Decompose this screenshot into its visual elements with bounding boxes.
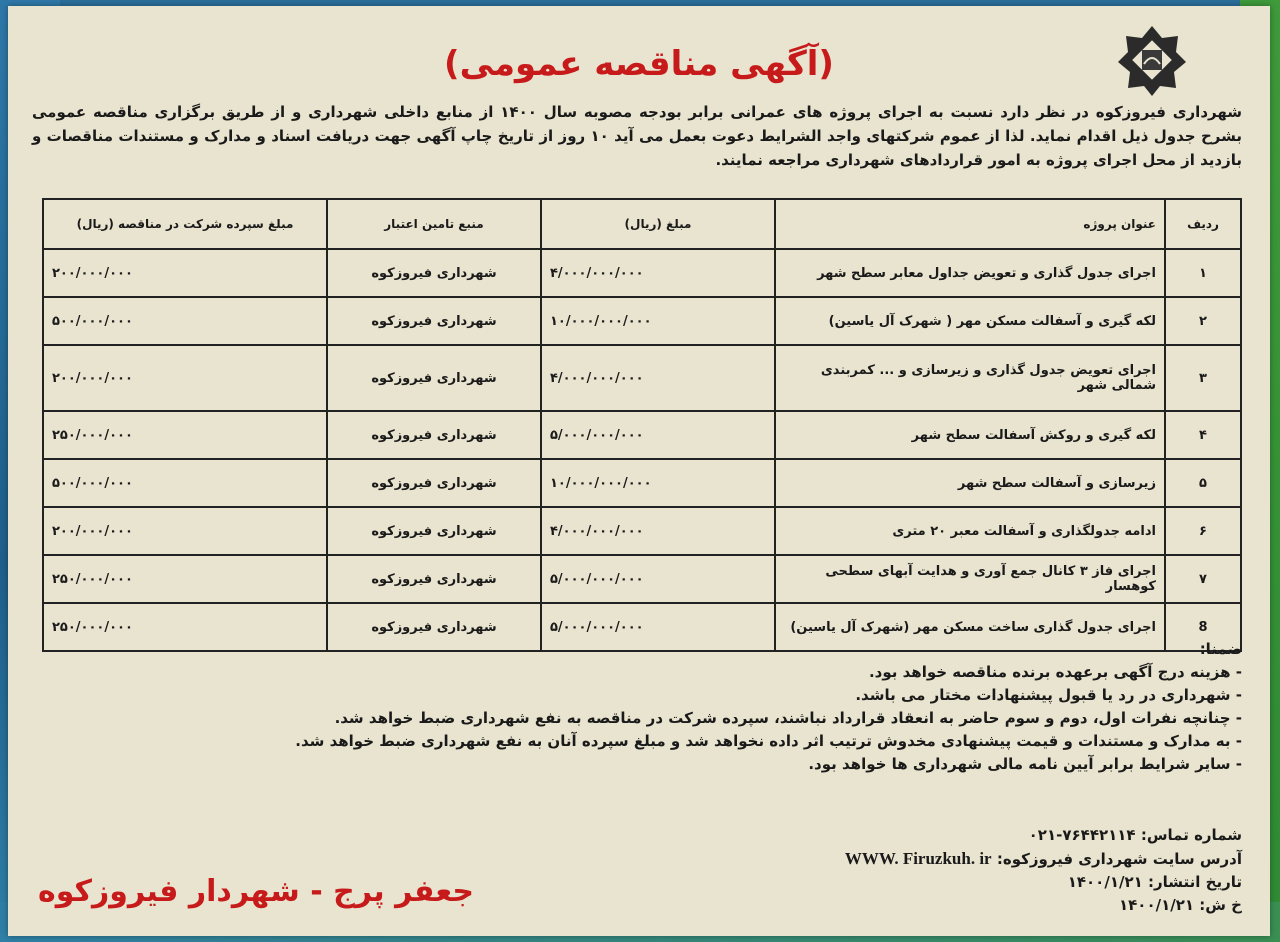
row-number: ۱ xyxy=(1165,249,1241,297)
note-item: - به مدارک و مستندات و قیمت پیشنهادی مخدوش ترتیب اثر داده نخواهد شد و مبلغ سپرده آنان به نفع شهرداری ضبط خواهد شد. xyxy=(295,732,1242,750)
code-line xyxy=(845,894,1242,917)
deposit-amount: ۵۰۰/۰۰۰/۰۰۰ xyxy=(43,459,327,507)
table-row xyxy=(43,555,1241,603)
mayor-signature: جعفر پرج - شهردار فیروزکوه xyxy=(38,874,474,909)
project-amount: ۵/۰۰۰/۰۰۰/۰۰۰ xyxy=(541,603,775,651)
website-label: آدرس سایت شهرداری فیروزکوه: xyxy=(996,850,1242,868)
table-row xyxy=(43,459,1241,507)
funding-source: شهرداری فیروزکوه xyxy=(327,411,541,459)
notice-title: (آگهی مناقصه عمومی) xyxy=(444,44,834,84)
project-title: اجرای جدول گذاری ساخت مسکن مهر (شهرک آل یاسین) xyxy=(775,603,1165,651)
project-amount: ۱۰/۰۰۰/۰۰۰/۰۰۰ xyxy=(541,297,775,345)
project-amount: ۴/۰۰۰/۰۰۰/۰۰۰ xyxy=(541,507,775,555)
project-amount: ۱۰/۰۰۰/۰۰۰/۰۰۰ xyxy=(541,459,775,507)
funding-source: شهرداری فیروزکوه xyxy=(327,507,541,555)
funding-source: شهرداری فیروزکوه xyxy=(327,555,541,603)
funding-source: شهرداری فیروزکوه xyxy=(327,249,541,297)
table-row xyxy=(43,297,1241,345)
project-title: زیرسازی و آسفالت سطح شهر xyxy=(775,459,1165,507)
note-item: - شهرداری در رد یا قبول پیشنهادات مختار می باشد. xyxy=(855,686,1242,704)
project-title: اجرای تعویض جدول گذاری و زیرسازی و ... کمربندی شمالی شهر xyxy=(775,345,1165,411)
phone-line xyxy=(845,824,1242,847)
intro-paragraph: شهرداری فیروزکوه در نظر دارد نسبت به اجرای پروژه های عمرانی برابر بودجه مصوبه سال ۱۴۰۰ از منابع داخلی شهرداری و از طریق برگزاری مناقصه عمومی بشرح جدول ذیل اقدام نماید. لذا از عموم شرکتهای واجد الشرایط دعوت بعمل می آید ۱۰ روز از تاریخ چاپ آگهی جهت دریافت اسناد و مدارک و مستندات مناقصات و بازدید از محل اجرای پروژه به امور قراردادهای شهرداری مراجعه نمایند. xyxy=(32,103,1242,169)
row-number: ۲ xyxy=(1165,297,1241,345)
note-item: - چنانچه نفرات اول، دوم و سوم حاضر به انعقاد قرارداد نباشند، سپرده شرکت در مناقصه به نفع شهرداری ضبط خواهد شد. xyxy=(334,709,1242,727)
table-row xyxy=(43,411,1241,459)
table-row xyxy=(43,507,1241,555)
project-title: لکه گیری و آسفالت مسکن مهر ( شهرک آل یاسین) xyxy=(775,297,1165,345)
project-amount: ۵/۰۰۰/۰۰۰/۰۰۰ xyxy=(541,411,775,459)
project-title: اجرای فاز ۳ کانال جمع آوری و هدایت آبهای سطحی کوهسار xyxy=(775,555,1165,603)
code-value: ۱۴۰۰/۱/۲۱ xyxy=(1118,896,1195,914)
deposit-amount: ۵۰۰/۰۰۰/۰۰۰ xyxy=(43,297,327,345)
website-line xyxy=(845,847,1242,871)
project-title: ادامه جدولگذاری و آسفالت معبر ۲۰ متری xyxy=(775,507,1165,555)
funding-source: شهرداری فیروزکوه xyxy=(327,459,541,507)
notes-heading: ضمنا: xyxy=(1199,640,1242,658)
header-project-title: عنوان پروژه xyxy=(775,199,1165,249)
row-number: ۷ xyxy=(1165,555,1241,603)
phone-label: شماره تماس: xyxy=(1140,826,1242,844)
publish-date-line xyxy=(845,871,1242,894)
table-row xyxy=(43,249,1241,297)
header-deposit: مبلغ سپرده شرکت در مناقصه (ریال) xyxy=(43,199,327,249)
project-title: لکه گیری و روکش آسفالت سطح شهر xyxy=(775,411,1165,459)
funding-source: شهرداری فیروزکوه xyxy=(327,603,541,651)
table-row xyxy=(43,345,1241,411)
publish-date: ۱۴۰۰/۱/۲۱ xyxy=(1067,873,1143,891)
row-number: ۳ xyxy=(1165,345,1241,411)
header-row-number: ردیف xyxy=(1165,199,1241,249)
row-number: 8 xyxy=(1165,603,1241,651)
notes-section xyxy=(288,638,1242,776)
row-number: ۴ xyxy=(1165,411,1241,459)
note-item: - هزینه درج آگهی برعهده برنده مناقصه خواهد بود. xyxy=(868,663,1242,681)
header-funding-source: منبع تامین اعتبار xyxy=(327,199,541,249)
row-number: ۶ xyxy=(1165,507,1241,555)
deposit-amount: ۲۰۰/۰۰۰/۰۰۰ xyxy=(43,507,327,555)
project-title: اجرای جدول گذاری و تعویض جداول معابر سطح شهر xyxy=(775,249,1165,297)
website-link[interactable]: WWW. Firuzkuh. ir xyxy=(844,849,992,868)
table-header-row xyxy=(43,199,1241,249)
newspaper-notice xyxy=(8,6,1270,936)
deposit-amount: ۲۰۰/۰۰۰/۰۰۰ xyxy=(43,345,327,411)
deposit-amount: ۲۰۰/۰۰۰/۰۰۰ xyxy=(43,249,327,297)
funding-source: شهرداری فیروزکوه xyxy=(327,297,541,345)
contact-section xyxy=(845,824,1242,917)
project-amount: ۴/۰۰۰/۰۰۰/۰۰۰ xyxy=(541,345,775,411)
row-number: ۵ xyxy=(1165,459,1241,507)
project-amount: ۵/۰۰۰/۰۰۰/۰۰۰ xyxy=(541,555,775,603)
header-amount: مبلغ (ریال) xyxy=(541,199,775,249)
funding-source: شهرداری فیروزکوه xyxy=(327,345,541,411)
deposit-amount: ۲۵۰/۰۰۰/۰۰۰ xyxy=(43,555,327,603)
project-amount: ۴/۰۰۰/۰۰۰/۰۰۰ xyxy=(541,249,775,297)
code-label: خ ش: xyxy=(1199,896,1242,914)
note-item: - سایر شرایط برابر آیین نامه مالی شهرداری ها خواهد بود. xyxy=(808,755,1242,773)
phone-number: ۰۲۱-۷۶۴۴۲۱۱۴ xyxy=(1028,826,1136,844)
publish-date-label: تاریخ انتشار: xyxy=(1148,873,1242,891)
deposit-amount: ۲۵۰/۰۰۰/۰۰۰ xyxy=(43,603,327,651)
deposit-amount: ۲۵۰/۰۰۰/۰۰۰ xyxy=(43,411,327,459)
tender-table xyxy=(42,198,1242,652)
